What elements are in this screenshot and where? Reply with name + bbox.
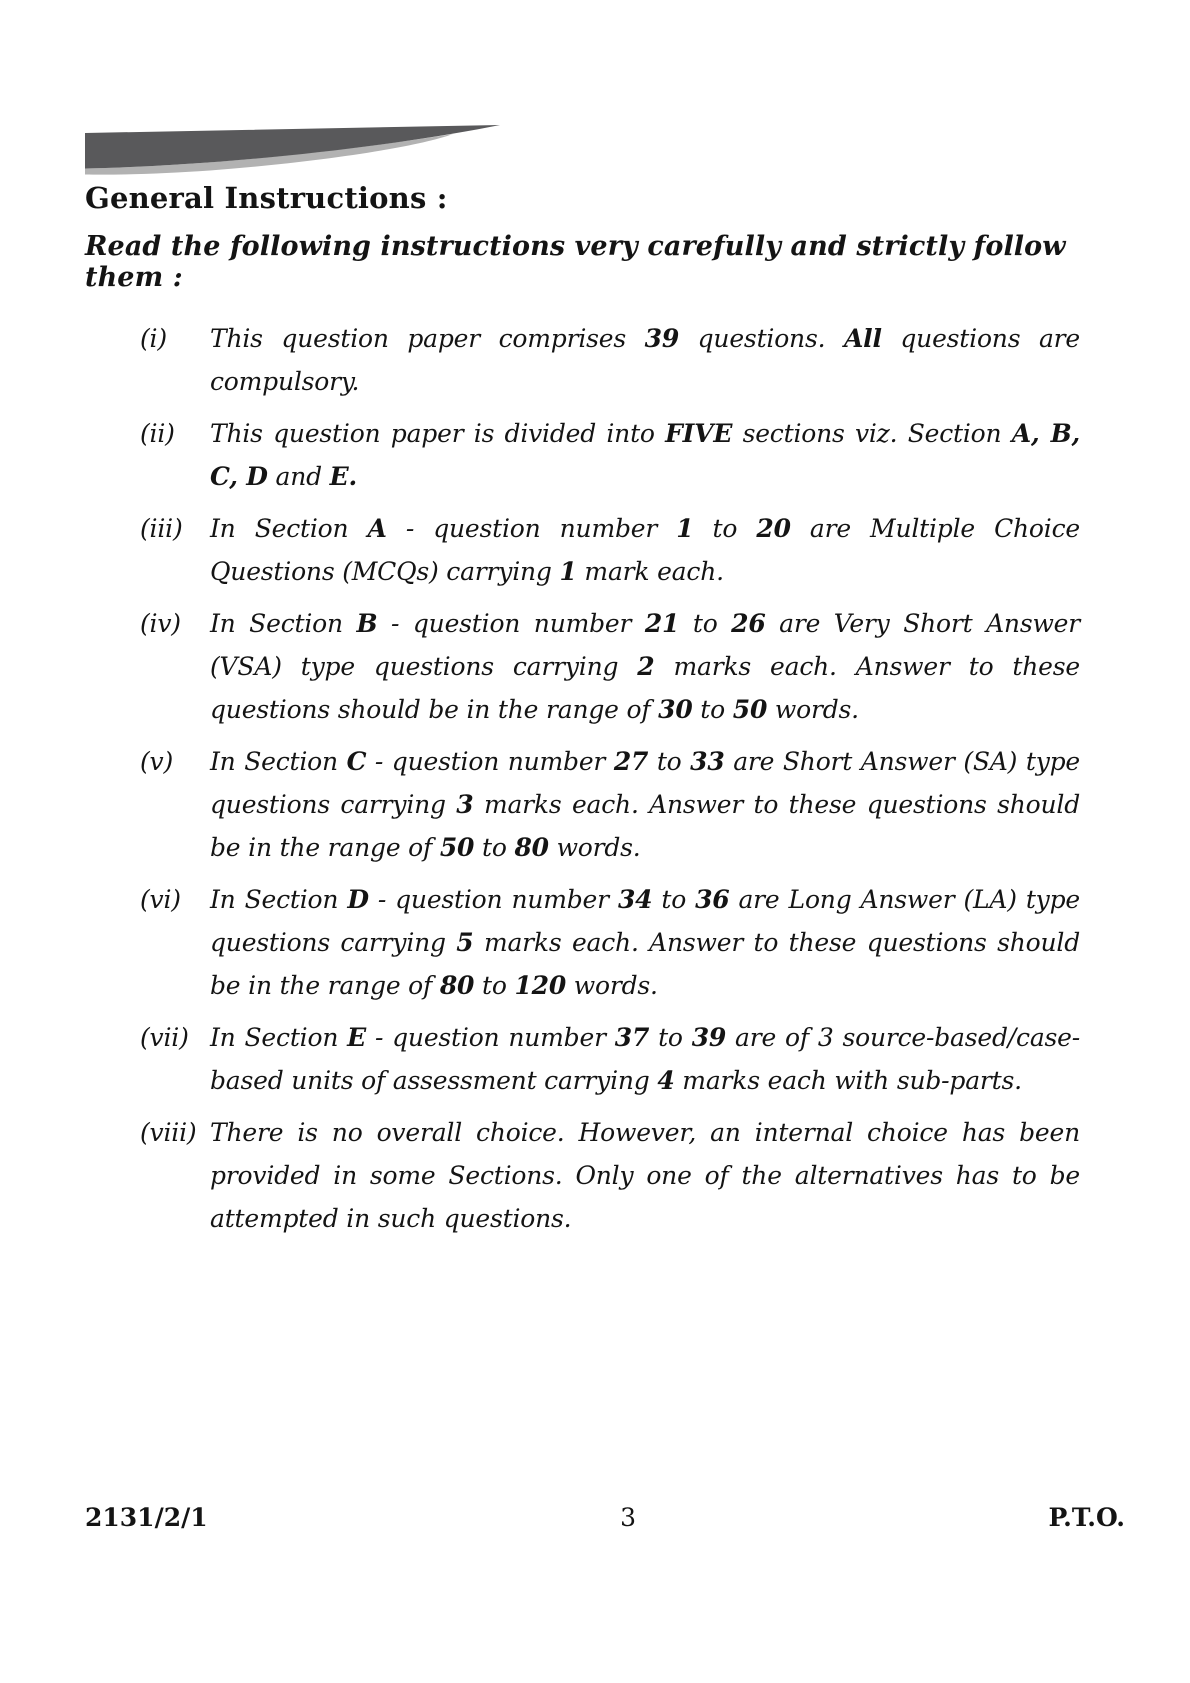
page-number: 3: [620, 1503, 637, 1532]
header-swoosh-graphic: [85, 125, 500, 175]
instruction-item-vi: [85, 878, 1080, 1007]
item-text: In Section C - question number 27 to 33 are Short Answer (SA) type questions carrying 3 marks each. Answer to these questions should be in the range of 50 to 80 words.: [210, 747, 1081, 862]
page-title: General Instructions :: [85, 181, 448, 215]
page-footer: [85, 1503, 1125, 1532]
item-marker: (iv): [140, 609, 181, 638]
instruction-item-i: [85, 317, 1080, 403]
instruction-item-vii: [85, 1016, 1080, 1102]
pto-label: P.T.O.: [1048, 1503, 1125, 1532]
item-marker: (vi): [140, 885, 181, 914]
item-text: In Section B - question number 21 to 26 are Very Short Answer (VSA) type questions carrying 2 marks each. Answer to these questions should be in the range of 30 to 50 words.: [210, 609, 1080, 724]
item-marker: (ii): [140, 419, 175, 448]
item-marker: (v): [140, 747, 174, 776]
instruction-item-iii: [85, 507, 1080, 593]
instruction-item-v: [85, 740, 1080, 869]
item-text: In Section A - question number 1 to 20 are Multiple Choice Questions (MCQs) carrying 1 mark each.: [210, 514, 1080, 586]
item-marker: (i): [140, 324, 167, 353]
item-text: This question paper is divided into FIVE sections viz. Section A, B, C, D and E.: [210, 419, 1081, 491]
instruction-item-ii: [85, 412, 1080, 498]
instruction-item-viii: [85, 1111, 1080, 1240]
item-marker: (viii): [140, 1118, 197, 1147]
instruction-item-iv: [85, 602, 1080, 731]
paper-code: 2131/2/1: [85, 1503, 208, 1532]
item-text: In Section E - question number 37 to 39 are of 3 source-based/case-based units of assessment carrying 4 marks each with sub-parts.: [210, 1023, 1080, 1095]
item-text: In Section D - question number 34 to 36 are Long Answer (LA) type questions carrying 5 marks each. Answer to these questions should be in the range of 80 to 120 words.: [210, 885, 1081, 1000]
instructions-list: [85, 317, 1080, 1240]
item-marker: (vii): [140, 1023, 189, 1052]
instructions-subheading: Read the following instructions very carefully and strictly follow them :: [85, 231, 1066, 293]
item-text: There is no overall choice. However, an internal choice has been provided in some Sections. Only one of the alternatives has to be attempted in such questions.: [210, 1118, 1080, 1233]
item-text: This question paper comprises 39 questions. All questions are compulsory.: [210, 324, 1080, 396]
item-marker: (iii): [140, 514, 183, 543]
